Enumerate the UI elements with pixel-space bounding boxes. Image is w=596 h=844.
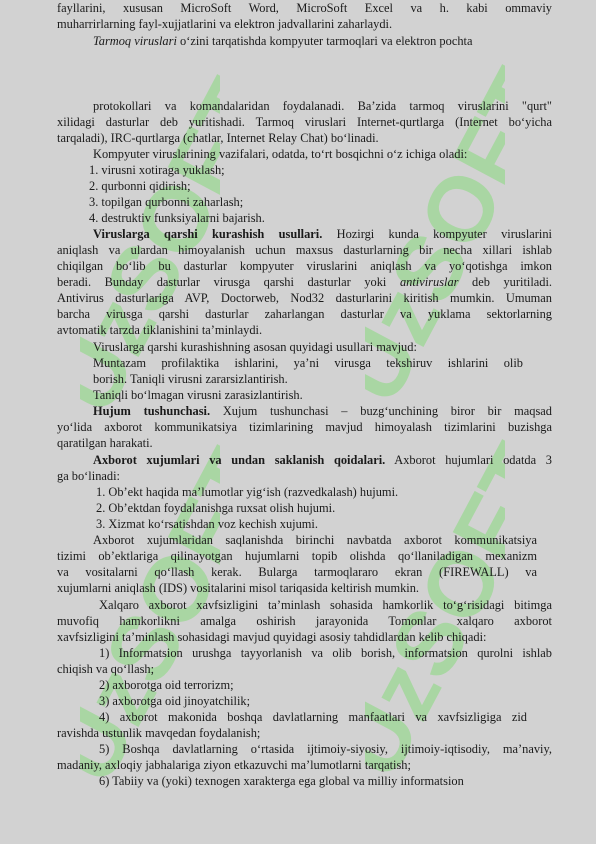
text-line: tarqaladi), IRC-qurtlarga (chatlar, Internet Relay Chat) bo‘linadi.: [57, 131, 379, 145]
text-line: borish. Taniqli virusni zararsizlantirish.: [93, 372, 288, 386]
text-line: Axborot xujumlaridan saqlanishda birinchi navbatda axborot kommunikatsiya: [93, 533, 537, 547]
section-heading: Axborot xujumlari va undan saklanish qoidalari.: [93, 453, 386, 467]
text-line: [93, 403, 552, 419]
italic-term: Tarmoq viruslari: [93, 34, 177, 48]
list-item: 5) Boshqa davlatlarning o‘rtasida ijtimoiy-siyosiy, ijtimoiy-iqtisodiy, ma’naviy,: [99, 742, 552, 756]
text-line: Viruslarga qarshi kurashishning asosan quyidagi usullari mavjud:: [93, 340, 417, 354]
section-heading: Viruslarga qarshi kurashish usullari.: [93, 227, 323, 241]
text-line: qaratilgan harakati.: [57, 436, 153, 450]
list-item: 1. virusni xotiraga yuklash;: [89, 163, 225, 177]
list-item: 4) axborot makonida boshqa davlatlarning manfaatlari va xavfsizligiga zid: [99, 710, 527, 724]
text-line: yo‘lida axborot kommunikatsiya tizimlarining mavjud himoyalash tizimlarini buzishga: [57, 420, 552, 434]
italic-term: antiviruslar: [399, 275, 459, 289]
text-line: barcha virusga qarshi dasturlar zaharlangan dasturlar va yuklama sektorlarning: [57, 307, 552, 321]
svg-text:UzSOFT: UzSOFT: [80, 64, 220, 429]
list-item: 3) axborotga oid jinoyatchilik;: [99, 694, 251, 708]
text-line: avtomatik tarzda tiklanishini ta’minlaydi.: [57, 323, 263, 337]
list-item: 6) Tabiiy va (yoki) texnogen xarakterga ega global va milliy informatsion: [99, 774, 464, 788]
text-line: va vositalarni qo‘llash kerak. Bularga tarmoqlararo ekran (FIREWALL) va: [57, 565, 537, 579]
text-line: [57, 274, 552, 290]
svg-text:UzSOFT: UzSOFT: [80, 434, 220, 799]
list-item: 1) Informatsion urushga tayyorlanish va olib borish, informatsion qurolni ishlab: [99, 646, 552, 660]
text-line: muharrirlarning fayl-xujjatlarini va elektron jadvallarini zaharlaydi.: [57, 17, 393, 31]
list-item: ravishda ustunlik mavqedan foydalanish;: [57, 726, 261, 740]
text-line: chiqilgan bo‘lib bu dasturlar kompyuter viruslarini aniqlash va yo‘qotishga imkon: [57, 259, 552, 273]
list-item: 4. destruktiv funksiyalarni bajarish.: [89, 211, 265, 225]
text-line: [93, 452, 552, 468]
text-line: Xalqaro axborot xavfsizligini ta’minlash sohasida hamkorlik to‘g‘risidagi bitimga: [99, 598, 552, 612]
text-line: fayllarini, xususan MicroSoft Word, MicroSoft Excel va h. kabi ommaviy: [57, 1, 552, 15]
text-line: aniqlash va ulardan himoyalanish uchun maxsus dasturlarning bir necha xillari ishlab: [57, 243, 552, 257]
text-span: deb yuritiladi.: [472, 275, 552, 289]
text-line: ga bo‘linadi:: [57, 469, 120, 483]
text-line: tizimi ob’ektlariga qilinayotgan hujumlarni topib olishda qo‘llaniladigan mexanizm: [57, 549, 537, 563]
list-item: 3. Xizmat ko‘rsatishdan voz kechish xujumi.: [96, 517, 318, 531]
text-span: beradi. Bunday dasturlar virusga qarshi dasturlar yoki: [57, 275, 387, 289]
list-item: 2) axborotga oid terrorizm;: [99, 678, 234, 692]
svg-text:UzSOFT: UzSOFT: [365, 429, 505, 794]
text-line: xavfsizligini ta’minlash sohasidagi mavjud quyidagi asosiy tahdidlardan kelib chiqadi:: [57, 630, 487, 644]
text-span: Axborot hujumlari odatda 3: [385, 453, 552, 467]
list-item: 1. Ob’ekt haqida ma’lumotlar yig‘ish (razvedkalash) hujumi.: [96, 485, 399, 499]
text-line: protokollari va komandalaridan foydalanadi. Ba’zida tarmoq viruslarini "qurt": [93, 99, 552, 113]
section-heading: Hujum tushunchasi.: [93, 404, 211, 418]
list-item: 3. topilgan qurbonni zaharlash;: [89, 195, 244, 209]
text-line: Antivirus dasturlariga AVP, Doctorweb, Nod32 dasturlarini kiritish mumkin. Umuman: [57, 291, 552, 305]
text-line: [93, 226, 552, 242]
text-line: Kompyuter viruslarining vazifalari, odatda, to‘rt bosqichni o‘z ichiga oladi:: [93, 147, 468, 161]
text-line: Taniqli bo‘lmagan virusni zarasizlantirish.: [93, 388, 303, 402]
text-span: Hozirgi kunda kompyuter viruslarini: [322, 227, 552, 241]
svg-text:UzSOFT: UzSOFT: [365, 54, 505, 419]
text-line: Muntazam profilaktika ishlarini, ya’ni virusga tekshiruv ishlarini olib: [93, 356, 523, 370]
text-span: o‘zini tarqatishda kompyuter tarmoqlari va elektron pochta: [180, 34, 473, 48]
list-item: chiqish va qo‘llash;: [57, 662, 155, 676]
text-line: xilidagi dasturlar deb yuritishadi. Tarmoq viruslari Internet-qurtlarga (Internet bo‘yicha: [57, 115, 552, 129]
list-item: 2. Ob’ektdan foydalanishga ruxsat olish hujumi.: [96, 501, 336, 515]
text-span: Xujum tushunchasi – buzg‘unchining biror bir maqsad: [210, 404, 552, 418]
text-line: [93, 33, 472, 49]
list-item: 2. qurbonni qidirish;: [89, 179, 191, 193]
text-line: xujumlarni aniqlash (IDS) vositalarini misol tariqasida keltirish mumkin.: [57, 581, 420, 595]
text-line: muvofiq hamkorlikni amalga oshirish jarayonida Tomonlar xalqaro axborot: [57, 614, 552, 628]
list-item: madaniy, axloqiy jabhalariga ziyon etkazuvchi ma’lumotlarni tarqatish;: [57, 758, 411, 772]
